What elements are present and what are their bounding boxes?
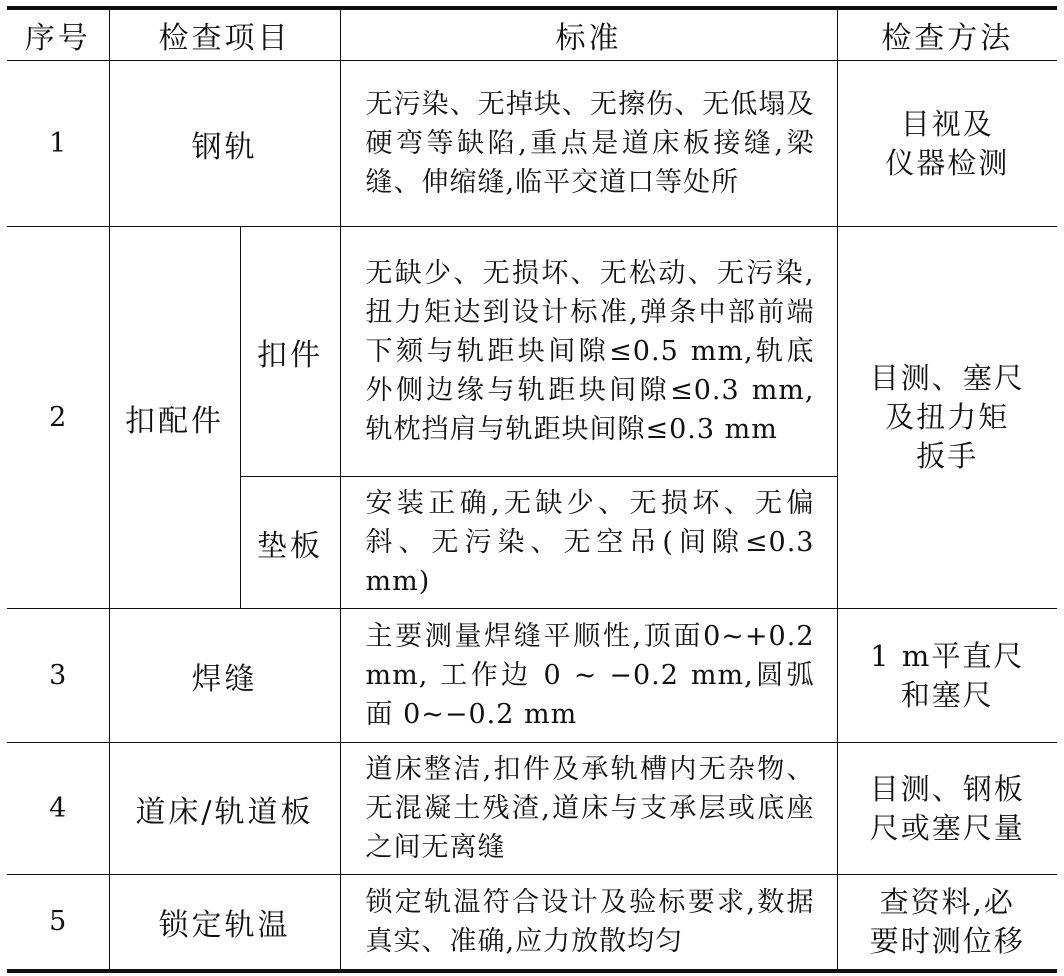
method-line: 查资料,必: [879, 884, 1015, 919]
method-line: 尺或塞尺量: [869, 810, 1025, 845]
row-standard: 道床整洁,扣件及承轨槽内无杂物、无混凝土残渣,道床与支承层或底座之间无离缝: [340, 743, 837, 875]
row-method: [837, 227, 1057, 609]
row-standard: 主要测量焊缝平顺性,顶面0~+0.2 mm, 工作边 0 ~ −0.2 mm,圆弧面 0~−0.2 mm: [340, 609, 837, 743]
row-item: 扣配件: [109, 227, 240, 609]
method-line: 要时测位移: [869, 923, 1025, 958]
row-item: 焊缝: [109, 609, 340, 743]
row-method: [837, 609, 1057, 743]
row-num: 3: [7, 609, 109, 743]
row-item: 锁定轨温: [109, 875, 340, 971]
row-sub-item: 扣件: [240, 227, 340, 477]
method-line: 1 m平直尺: [870, 638, 1025, 673]
row-item: 钢轨: [109, 61, 340, 227]
row-num: 1: [7, 61, 109, 227]
row-item: 道床/轨道板: [109, 743, 340, 875]
row-standard: 安装正确,无缺少、无损坏、无偏斜、无污染、无空吊(间隙≤0.3 mm): [340, 477, 837, 609]
row-method: [837, 61, 1057, 227]
table-row: [7, 875, 1057, 971]
method-line: 目测、钢板: [869, 771, 1025, 806]
table-row: [7, 227, 1057, 477]
row-standard: 无缺少、无损坏、无松动、无污染,扭力矩达到设计标准,弹条中部前端下颏与轨距块间隙≤0.5 mm,轨底外侧边缘与轨距块间隙≤0.3 mm,轨枕挡肩与轨距块间隙≤0.3 mm: [340, 227, 837, 477]
header-standard: 标准: [340, 8, 837, 61]
row-num: 2: [7, 227, 109, 609]
header-item: 检查项目: [109, 8, 340, 61]
method-line: 及扭力矩: [885, 400, 1010, 434]
header-row: [7, 8, 1057, 61]
method-line: 目测、塞尺: [869, 361, 1025, 395]
method-line: 仪器检测: [885, 145, 1010, 180]
row-standard: 锁定轨温符合设计及验标要求,数据真实、准确,应力放散均匀: [340, 875, 837, 971]
row-sub-item: 垫板: [240, 477, 340, 609]
row-num: 4: [7, 743, 109, 875]
header-num: 序号: [7, 8, 109, 61]
table-row: [7, 609, 1057, 743]
row-method: [837, 743, 1057, 875]
header-method: 检查方法: [837, 8, 1057, 61]
method-line: 目视及: [900, 106, 994, 141]
table-row: [7, 743, 1057, 875]
method-line: 和塞尺: [900, 677, 994, 712]
row-num: 5: [7, 875, 109, 971]
row-standard: 无污染、无掉块、无擦伤、无低塌及硬弯等缺陷,重点是道床板接缝,梁缝、伸缩缝,临平交道口等处所: [340, 61, 837, 227]
table-row: [7, 61, 1057, 227]
inspection-table: [7, 6, 1057, 973]
method-line: 扳手: [916, 439, 979, 473]
row-method: [837, 875, 1057, 971]
